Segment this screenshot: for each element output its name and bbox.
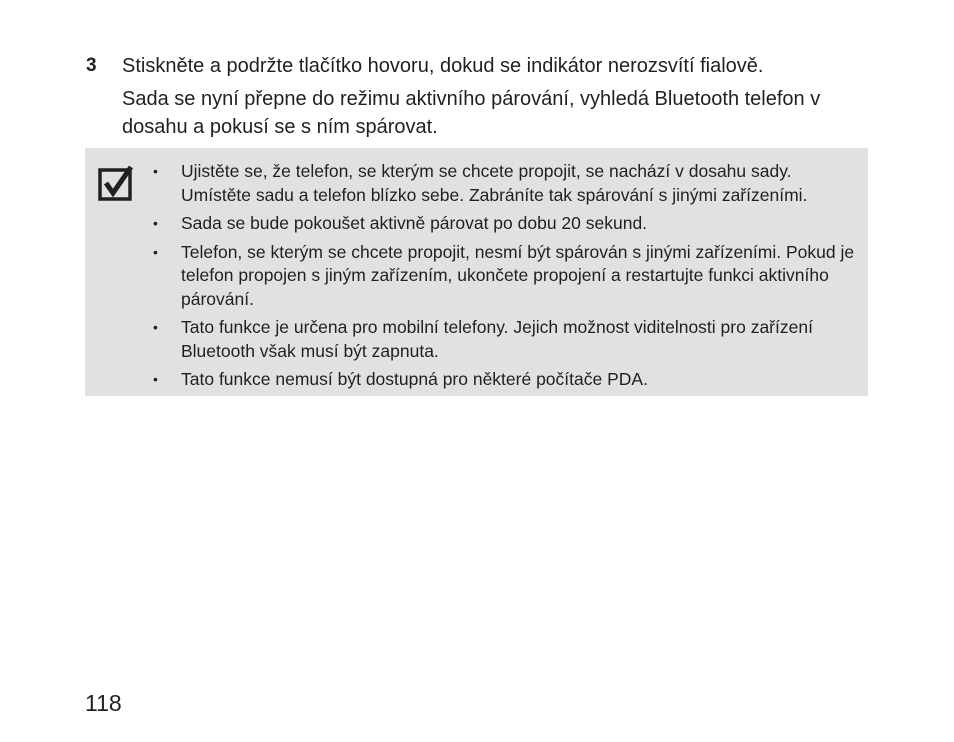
bullet-icon: • bbox=[153, 371, 158, 387]
note-item bbox=[153, 316, 858, 363]
bullet-icon: • bbox=[153, 215, 158, 231]
checkbox-check-icon bbox=[98, 166, 134, 202]
note-item bbox=[153, 241, 858, 312]
note-item-text: Tato funkce nemusí být dostupná pro některé počítače PDA. bbox=[181, 369, 648, 389]
note-item-text: Sada se bude pokoušet aktivně párovat po dobu 20 sekund. bbox=[181, 213, 648, 233]
step-number: 3 bbox=[86, 55, 97, 76]
bullet-icon: • bbox=[153, 319, 158, 335]
note-item bbox=[153, 368, 858, 392]
bullet-icon: • bbox=[153, 243, 158, 260]
page-number: 118 bbox=[85, 690, 122, 716]
note-list bbox=[153, 160, 858, 397]
note-item bbox=[153, 160, 858, 207]
step-description: Sada se nyní přepne do režimu aktivního párování, vyhledá Bluetooth telefon v dosahu a pokusí se s ním spárovat. bbox=[122, 88, 821, 138]
note-item-text: Tato funkce je určena pro mobilní telefony. Jejich možnost viditelnosti pro zařízení Bluetooth však musí být zapnuta. bbox=[181, 317, 813, 361]
note-item-text: Telefon, se kterým se chcete propojit, nesmí být spárován s jinými zařízeními. Pokud je telefon propojen s jiným zařízením, ukončete propojení a restartujte funkci aktivního párování. bbox=[181, 241, 855, 309]
note-item bbox=[153, 212, 858, 236]
note-box bbox=[85, 148, 868, 396]
step-text: Stiskněte a podržte tlačítko hovoru, dokud se indikátor nerozsvítí fialově. bbox=[122, 55, 764, 77]
note-item-text: Ujistěte se, že telefon, se kterým se chcete propojit, se nachází v dosahu sady. Umístěte sadu a telefon blízko sebe. Zabráníte tak spárování s jinými zařízeními. bbox=[181, 161, 808, 205]
bullet-icon: • bbox=[153, 163, 158, 179]
